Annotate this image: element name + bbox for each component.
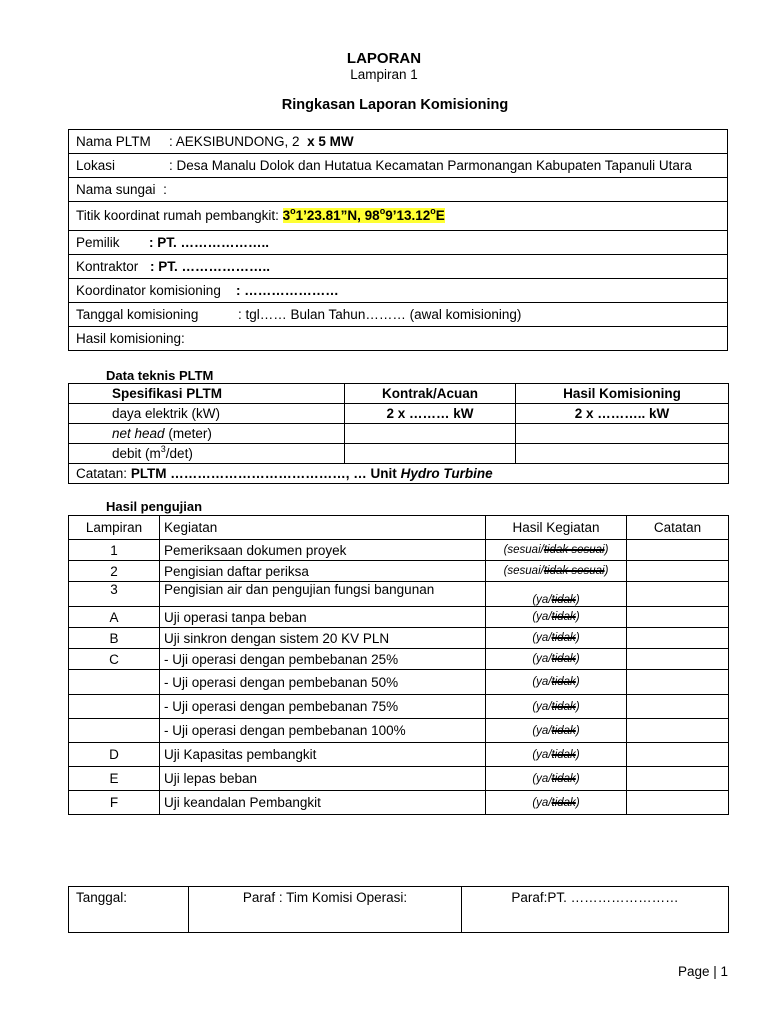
footer-paraf-tim: Paraf : Tim Komisi Operasi: (189, 887, 462, 933)
table-row (69, 649, 729, 670)
footer-paraf-pt: Paraf:PT. …………………… (462, 887, 729, 933)
dt-header-hasil: Hasil Komisioning (516, 384, 729, 404)
hp-kegiatan: - Uji operasi dengan pembebanan 100% (160, 719, 486, 743)
hp-kegiatan: - Uji operasi dengan pembebanan 25% (160, 649, 486, 670)
hasil-pengujian-title: Hasil pengujian (106, 499, 203, 514)
hp-lampiran: D (69, 743, 160, 767)
pemilik-value: : PT. ……………….. (149, 235, 270, 250)
koordinat-value: 3$^o$1’23.81”N, 98$^o$9’13.12$^o$E (282, 206, 445, 223)
report-heading: Ringkasan Laporan Komisioning (281, 97, 509, 113)
koordinat-label: Titik koordinat rumah pembangkit: (76, 208, 279, 223)
info-row-lokasi (69, 154, 727, 178)
data-teknis-title: Data teknis PLTM (106, 368, 214, 383)
hp-lampiran: 3 (69, 582, 160, 607)
hp-lampiran (69, 719, 160, 743)
hp-catatan (627, 719, 729, 743)
hp-hasil: (sesuai/tidak sesuai) (486, 561, 627, 582)
hp-hasil: (ya/tidak) (486, 670, 627, 695)
hp-kegiatan: Uji lepas beban (160, 767, 486, 791)
dt-daya-label: daya elektrik (kW) (69, 404, 345, 424)
hp-header-lampiran: Lampiran (69, 516, 160, 540)
info-row-tanggal (69, 303, 727, 327)
hp-catatan (627, 649, 729, 670)
hp-hasil: (sesuai/tidak sesuai) (486, 540, 627, 561)
hp-lampiran (69, 670, 160, 695)
table-row (69, 719, 729, 743)
kontraktor-value: : PT. ……………….. (150, 259, 271, 274)
dt-header-kontrak: Kontrak/Acuan (345, 384, 516, 404)
dt-debit-label: debit $(m^3/\det)$ (69, 444, 345, 464)
hp-catatan (627, 767, 729, 791)
hp-kegiatan: Uji keandalan Pembangkit (160, 791, 486, 815)
hp-hasil: (ya/tidak) (486, 649, 627, 670)
hp-lampiran: C (69, 649, 160, 670)
dt-catatan: Catatan: PLTM …………………………………, … Unit Hydro Turbine (69, 464, 729, 484)
sungai-label: Nama sungai (76, 182, 156, 197)
info-row-koordinator (69, 279, 727, 303)
report-subtitle: Lampiran 1 (350, 67, 418, 82)
table-row (69, 444, 729, 464)
koordinator-value: : ………………… (236, 283, 339, 298)
hp-header-kegiatan: Kegiatan (160, 516, 486, 540)
hp-lampiran: 1 (69, 540, 160, 561)
hp-catatan (627, 791, 729, 815)
hasil-label: Hasil komisioning: (76, 331, 185, 346)
table-row (69, 561, 729, 582)
pemilik-label: Pemilik (76, 235, 120, 250)
hp-catatan (627, 695, 729, 719)
hp-kegiatan: Uji sinkron dengan sistem 20 KV PLN (160, 628, 486, 649)
table-row (69, 464, 729, 484)
hp-hasil: (ya/tidak) (486, 743, 627, 767)
dt-daya-kontrak: 2 x ……… kW (345, 404, 516, 424)
nama-pltm-label: Nama PLTM (76, 134, 151, 149)
table-row (69, 540, 729, 561)
info-row-koordinat (69, 202, 727, 231)
table-row (69, 582, 729, 607)
info-row-nama-pltm (69, 130, 727, 154)
page-number: Page | 1 (677, 964, 728, 979)
table-row (69, 516, 729, 540)
sungai-value: : (163, 182, 167, 197)
tanggal-value: : tgl…… Bulan Tahun……… (awal komisioning) (238, 307, 522, 322)
hp-catatan (627, 582, 729, 607)
table-row (69, 607, 729, 628)
hp-catatan (627, 743, 729, 767)
table-row (69, 743, 729, 767)
hp-kegiatan: Uji operasi tanpa beban (160, 607, 486, 628)
hp-catatan (627, 540, 729, 561)
dt-net-head-kontrak (345, 424, 516, 444)
hp-lampiran: A (69, 607, 160, 628)
info-row-kontraktor (69, 255, 727, 279)
table-row (69, 887, 729, 933)
dt-debit-hasil (516, 444, 729, 464)
hp-hasil: (ya/tidak) (486, 767, 627, 791)
tanggal-label: Tanggal komisioning (76, 307, 199, 322)
koordinator-label: Koordinator komisioning (76, 283, 221, 298)
info-row-sungai (69, 178, 727, 202)
info-row-pemilik (69, 231, 727, 255)
hp-lampiran: E (69, 767, 160, 791)
info-row-hasil (69, 327, 727, 350)
lokasi-label: Lokasi (76, 158, 116, 173)
hp-catatan (627, 607, 729, 628)
dt-debit-kontrak (345, 444, 516, 464)
nama-pltm-capacity: x 5 MW (307, 134, 354, 149)
hp-catatan (627, 628, 729, 649)
hp-hasil: (ya/tidak) (486, 607, 627, 628)
hp-hasil: (ya/tidak) (486, 719, 627, 743)
table-row (69, 791, 729, 815)
info-table (68, 129, 728, 351)
dt-header-spesifikasi: Spesifikasi PLTM (69, 384, 345, 404)
hp-catatan (627, 561, 729, 582)
dt-net-head-hasil (516, 424, 729, 444)
hp-header-hasil: Hasil Kegiatan (486, 516, 627, 540)
hp-hasil: (ya/tidak) (486, 582, 627, 607)
hasil-pengujian-table (68, 515, 729, 815)
hp-kegiatan: Pengisian daftar periksa (160, 561, 486, 582)
hp-catatan (627, 670, 729, 695)
table-row (69, 767, 729, 791)
hp-hasil: (ya/tidak) (486, 628, 627, 649)
hp-hasil: (ya/tidak) (486, 695, 627, 719)
nama-pltm-value: : AEKSIBUNDONG, 2 (169, 134, 300, 149)
table-row (69, 670, 729, 695)
hp-header-catatan: Catatan (627, 516, 729, 540)
hp-lampiran: B (69, 628, 160, 649)
kontraktor-label: Kontraktor (76, 259, 139, 274)
dt-net-head-label: net head (meter) (69, 424, 345, 444)
hp-kegiatan: Pengisian air dan pengujian fungsi bangunan (160, 582, 486, 607)
data-teknis-table (68, 383, 729, 484)
footer-tanggal: Tanggal: (69, 887, 189, 933)
table-row (69, 384, 729, 404)
hp-lampiran (69, 695, 160, 719)
hp-lampiran: F (69, 791, 160, 815)
hp-lampiran: 2 (69, 561, 160, 582)
table-row (69, 695, 729, 719)
dt-daya-hasil: 2 x ……….. kW (516, 404, 729, 424)
footer-table (68, 886, 729, 933)
hp-kegiatan: - Uji operasi dengan pembebanan 75% (160, 695, 486, 719)
hp-kegiatan: - Uji operasi dengan pembebanan 50% (160, 670, 486, 695)
table-row (69, 404, 729, 424)
lokasi-value: : Desa Manalu Dolok dan Hutatua Kecamatan Parmonangan Kabupaten Tapanuli Utara (169, 158, 692, 173)
hp-kegiatan: Pemeriksaan dokumen proyek (160, 540, 486, 561)
table-row (69, 628, 729, 649)
report-title: LAPORAN (346, 50, 422, 67)
hp-hasil: (ya/tidak) (486, 791, 627, 815)
hp-kegiatan: Uji Kapasitas pembangkit (160, 743, 486, 767)
table-row (69, 424, 729, 444)
